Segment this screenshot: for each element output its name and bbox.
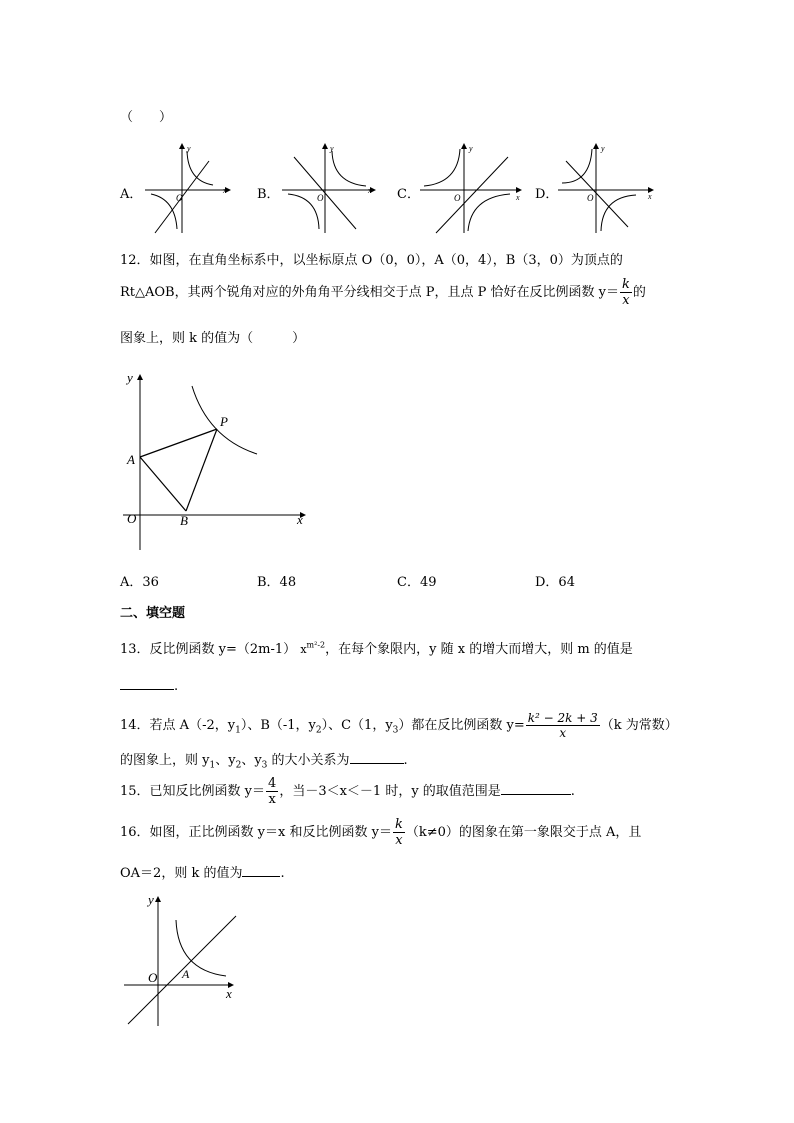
- q14-l2-mid2: 、y: [241, 753, 262, 768]
- q15-end: .: [570, 784, 575, 799]
- q16-end: .: [280, 866, 285, 881]
- section-heading-fill-in: 二、填空题: [120, 606, 186, 621]
- q11-b-axis-x: x: [368, 186, 372, 195]
- q15-frac-num: 4: [268, 776, 277, 791]
- q14-line2: [120, 749, 408, 771]
- q11-d-origin: O: [587, 193, 594, 203]
- q11-option-c-label: C．: [397, 187, 420, 202]
- q12-fig-x: x: [297, 512, 303, 527]
- q12-option-d: D．64: [535, 575, 575, 590]
- q15-frac-den: x: [268, 792, 276, 807]
- q16-line2: [120, 862, 285, 881]
- q11-option-b-label: B．: [257, 187, 280, 202]
- q13-pre: 13．反比例函数 y=（2m-1）: [120, 642, 297, 657]
- q14-sub3: 3: [392, 725, 399, 736]
- q14-line1: [120, 712, 678, 739]
- q16-figure: [120, 890, 250, 1030]
- q16-fig-O: O: [148, 970, 158, 985]
- q13-exp: m²-2: [306, 640, 326, 650]
- q14-end: .: [403, 753, 408, 768]
- q12-line2: [120, 278, 646, 307]
- q13-line2: [120, 677, 178, 694]
- q14-frac-num: k² − 2k + 3: [527, 711, 598, 725]
- q14-mid2: ）、C（1，y: [321, 718, 393, 733]
- q14-l2-sub2: 2: [235, 760, 242, 771]
- q16-frac-den: x: [395, 833, 403, 848]
- q12-option-a: A．36: [120, 575, 159, 590]
- q13-base: x: [300, 643, 307, 656]
- q11-d-axis-x: x: [648, 192, 652, 201]
- q11-option-a-label: A．: [120, 187, 143, 202]
- q11-a-origin: O: [176, 193, 183, 203]
- q14-fraction: [526, 712, 600, 739]
- q12-line3: 图象上，则 k 的值为（ ）: [120, 331, 306, 346]
- q15-post: ，当－3＜x＜－1 时，y 的取值范围是: [279, 784, 501, 799]
- q12-fig-P: P: [220, 414, 228, 429]
- q12-fraction: [620, 278, 632, 307]
- q12-line1: 12．如图，在直角坐标系中，以坐标原点 O（0，0），A（0，4），B（3，0）为顶点的: [120, 253, 623, 268]
- q16-pre: 16．如图，正比例函数 y＝x 和反比例函数 y＝: [120, 825, 392, 840]
- q12-fig-B: B: [180, 513, 188, 528]
- q13-answer-blank[interactable]: [120, 677, 174, 690]
- q14-pre: 14．若点 A（-2，y: [120, 718, 236, 733]
- q14-frac-den: x: [559, 726, 567, 740]
- q13-post: ，在每个象限内，y 随 x 的增大而增大，则 m 的值是: [325, 642, 633, 657]
- q12-fig-A: A: [127, 452, 135, 467]
- q14-answer-blank[interactable]: [350, 751, 404, 764]
- q11-option-d-label: D．: [535, 187, 559, 202]
- q14-l2-mid1: 、y: [215, 753, 236, 768]
- q11-paren: （ ）: [120, 110, 173, 125]
- q16-post: （k≠0）的图象在第一象限交于点 A，且: [405, 825, 642, 840]
- q16-frac-num: k: [394, 817, 403, 832]
- q13-line1: [120, 638, 633, 657]
- q12-figure: [115, 366, 315, 556]
- q13-end: .: [174, 679, 179, 694]
- q11-option-a-graph: [143, 143, 233, 235]
- q12-fig-y: y: [127, 370, 133, 385]
- q11-b-origin: O: [317, 193, 324, 203]
- q11-a-axis-x: x: [223, 186, 227, 195]
- q14-line2-pre: 的图象上，则 y: [120, 753, 210, 768]
- q12-option-b: B．48: [257, 575, 297, 590]
- q11-option-d-graph: [556, 143, 656, 235]
- q11-c-axis-x: x: [516, 193, 520, 202]
- q11-a-axis-y: y: [187, 144, 191, 153]
- q14-mid1: ）、B（-1，y: [240, 718, 316, 733]
- q15-pre: 15．已知反比例函数 y＝: [120, 784, 266, 799]
- q12-frac-den: x: [622, 293, 630, 308]
- q14-post: （k 为常数）: [600, 718, 678, 733]
- q16-fraction: [393, 818, 405, 847]
- q11-c-axis-y: y: [469, 144, 473, 153]
- q11-b-axis-y: y: [330, 144, 334, 153]
- q15-line: [120, 777, 575, 806]
- q12-line2-pre: Rt△AOB，其两个锐角对应的外角角平分线相交于点 P，且点 P 恰好在反比例函数 y＝: [120, 285, 619, 300]
- q11-d-axis-y: y: [601, 144, 605, 153]
- q11-c-origin: O: [454, 193, 461, 203]
- q16-line1: [120, 818, 641, 847]
- q14-sub2: 2: [315, 725, 322, 736]
- q16-answer-blank[interactable]: [242, 864, 280, 877]
- q12-option-c: C．49: [397, 575, 437, 590]
- q14-l2-sub3: 3: [261, 760, 268, 771]
- q12-frac-num: k: [621, 277, 630, 292]
- q16-fig-y: y: [148, 892, 154, 907]
- q14-mid3: ）都在反比例函数 y=: [398, 718, 525, 733]
- q14-l2-sub1: 1: [209, 760, 216, 771]
- q14-l2-post: 的大小关系为: [267, 753, 350, 768]
- q16-fig-x: x: [226, 986, 232, 1001]
- q15-answer-blank[interactable]: [501, 782, 571, 795]
- q11-option-b-graph: [280, 143, 378, 235]
- q12-line2-post: 的: [632, 285, 646, 300]
- q15-fraction: [266, 777, 278, 806]
- q12-fig-O: O: [127, 511, 137, 526]
- q16-fig-A: A: [182, 967, 190, 981]
- q14-sub1: 1: [235, 725, 241, 736]
- q11-option-c-graph: [418, 143, 524, 235]
- q16-line2-text: OA＝2，则 k 的值为: [120, 866, 243, 881]
